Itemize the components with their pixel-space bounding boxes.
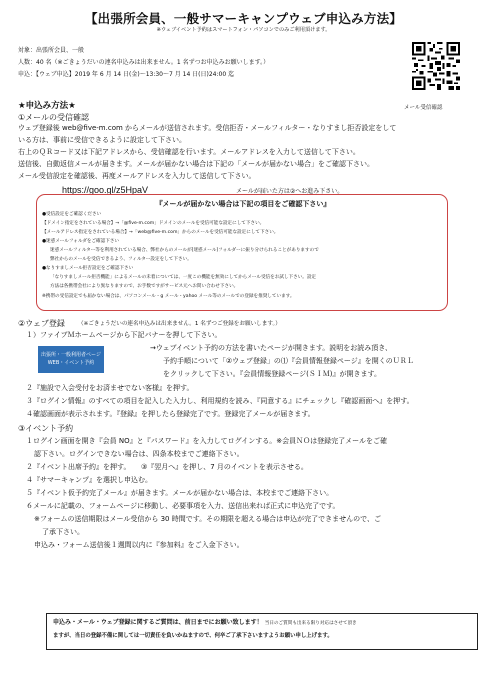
step3-item: １ログイン画面を開き『会員 NO』と『パスワード』を入力してログインする。※会員ＮＯは登録完了メールをご確 [26,437,387,445]
banner-line: WEB・イベント予約 [47,360,95,366]
notice-line [53,619,357,628]
warn-line: 【メールアドレス指定をされている場合】→「web@five-m.com」からのメールを受信可能な設定にして下さい。 [42,230,279,235]
step3-item: 認下さい。ログインできない場合は、四条本校までご連絡下さい。 [34,450,244,458]
top-note: ※ウェブイベント予約はスマートフォン・パソコンでのみご利用頂けます。 [156,27,331,33]
step1-line: ウェブ登録後 web@five-m.com からメールが送信されます。受信拒否・メールフィルター・なりすまし拒否設定をして [18,124,397,132]
step1-line: 右上のＱＲコード又は下記アドレスから、受信確認を行います。メールアドレスを入力して送信して下さい。 [18,148,360,156]
step3-item: ４『サマーキャンプ』を選択し申込む。 [26,476,152,484]
qr-code-icon[interactable] [412,42,460,90]
banner-line: 出張所・一般利用者ページ [41,352,101,358]
step3-item: 了承下さい。 [42,528,84,536]
method-heading: ★申込み方法★ [18,101,76,111]
warn-line: 「なりすましメール拒否機能」によるメールの未着については、一度この機能を無効にしてからメール受信をお試し下さい。設定 [50,275,317,280]
step2-heading: ②ウェブ登録 [18,319,65,328]
notice-small: 当日のご質問も出来る限り対応はさせて頂き [264,621,357,626]
warn-title: 『メールが届かない場合は下記の項目をご確認下さい』 [155,200,331,208]
step3-item: ５『イベント仮予約完了メール』が届きます。メールが届かない場合は、本校までご連絡下さい。 [26,489,334,497]
warn-line: ※携帯の受信設定でも届かない場合は、パソコンメール・g メール・yahoo メール等のメールでの登録を推奨しています。 [42,294,295,299]
target-line: 対象：出張所会員、一般 [18,47,85,54]
mail-check-url-link[interactable]: https://goo.gl/z5HpaV [62,185,149,195]
web-event-banner-button[interactable] [38,346,104,373]
qr-label: メール受信確認 [404,105,443,111]
step3-item: ２『イベント出席予約』を押す。 ③『翌月へ』を押し、7 月のイベントを表示させる。 [26,463,308,471]
step3-item: ６メールに記載の、フォームページに移動し、必要事項を入力、送信出来れば正式に申込完了です。 [26,502,340,510]
apply-line: 申込：【ウェブ申込】2019 年 6 月 14 日(金)〜13:30〜7 月 14 日(日)24:00 迄 [18,71,235,78]
warn-line: 【ドメイン指定をされている場合】→「@five-m.com」ドメインのメールを受信可能な設定にして下さい。 [42,221,265,226]
step1-heading: ①メールの受信確認 [18,113,90,122]
step2-item: ３『ログイン情報』のすべての項目を記入した入力し、利用規約を読み、『同意する』にチェックし『確認画面へ』を押す。 [26,397,414,405]
warn-line: 方法は各携帯会社により異なりますので、お手数ですがサービス元へお問い合わせ下さい。 [50,284,239,289]
step2-heading-note: （※ごきょうだいの連名申込みは出来ません。1 名ずつご登録をお願いします。） [78,321,281,327]
step1-line: メール受信設定を確認後、再度メールアドレスを入力して送信して下さい。 [18,172,256,180]
step3-item: ※フォームの送信期限はメール受信から 30 時間です。その期限を超える場合は申込が完了できませんので、ご [34,515,382,523]
step3-item: 申込み・フォーム送信後１週間以内に『参加料』をご入金下さい。 [34,541,244,549]
warn-line: 弊社からのメールを受信できるよう、フィルター設定をして下さい。 [50,257,192,262]
step2-desc: →ウェブイベント予約の方法を書いたページが開きます。説明をお読み頂き、 [150,344,392,352]
step1-line: いる方は、事前に受信できるように設定して下さい。 [18,136,186,144]
step2-desc: 予約手順について「②ウェブ登録」の⑴『会員情報登録ページ』を開くのＵＲＬ [163,357,414,365]
warn-line: 迷惑メールフィルター等を利用されている場合、弊社からのメールが[迷惑メール]フォルダーに振り分けられることがありますので [50,248,319,253]
mail-trouble-box [36,194,448,311]
step2-item: ４確認画面が表示されます。『登録』を押したら登録完了です。登録完了メールが届きます。 [26,410,315,418]
contact-notice-box [46,613,478,650]
count-line: 人数：40 名（※ごきょうだいの連名申込みは出来ません。1 名ずつお申込みお願いします。） [18,59,270,66]
step2-desc: をクリックして下さい。『会員情報登録ページ(ＳＩＭ)』が開きます。 [163,370,381,378]
step3-heading: ③イベント予約 [18,424,74,433]
step2-line1: １）ファイブＭホームページから下記バナーを押して下さい。 [26,331,222,339]
notice-line: ますが、当日の登録不備に関しては一切責任を負いかねますので、何卒ご了承下さいますようお願い申し上げます。 [53,633,333,639]
warn-line: ●迷惑メールフォルダをご確認下さい [42,239,120,244]
step2-item: ２『施設で入会受付をお済ませでない客様』を押す。 [26,384,194,392]
notice-main: 申込み・メール・ウェブ登録に関するご質問は、前日までにお願い致します！ [53,619,263,626]
warn-line: ●受信設定をご確認ください [42,212,102,217]
step1-line: 送信後、自動返信メールが届きます。メールが届かない場合は下記の「メールが届かない場合」をご確認下さい。 [18,160,375,168]
page-title: 【出張所会員、一般サマーキャンプウェブ申込み方法】 [84,11,402,26]
warn-line: ●なりすましメール拒否設定をご確認下さい [42,266,134,271]
url-note: メールが届いた方は②へお進み下さい。 [236,188,344,195]
